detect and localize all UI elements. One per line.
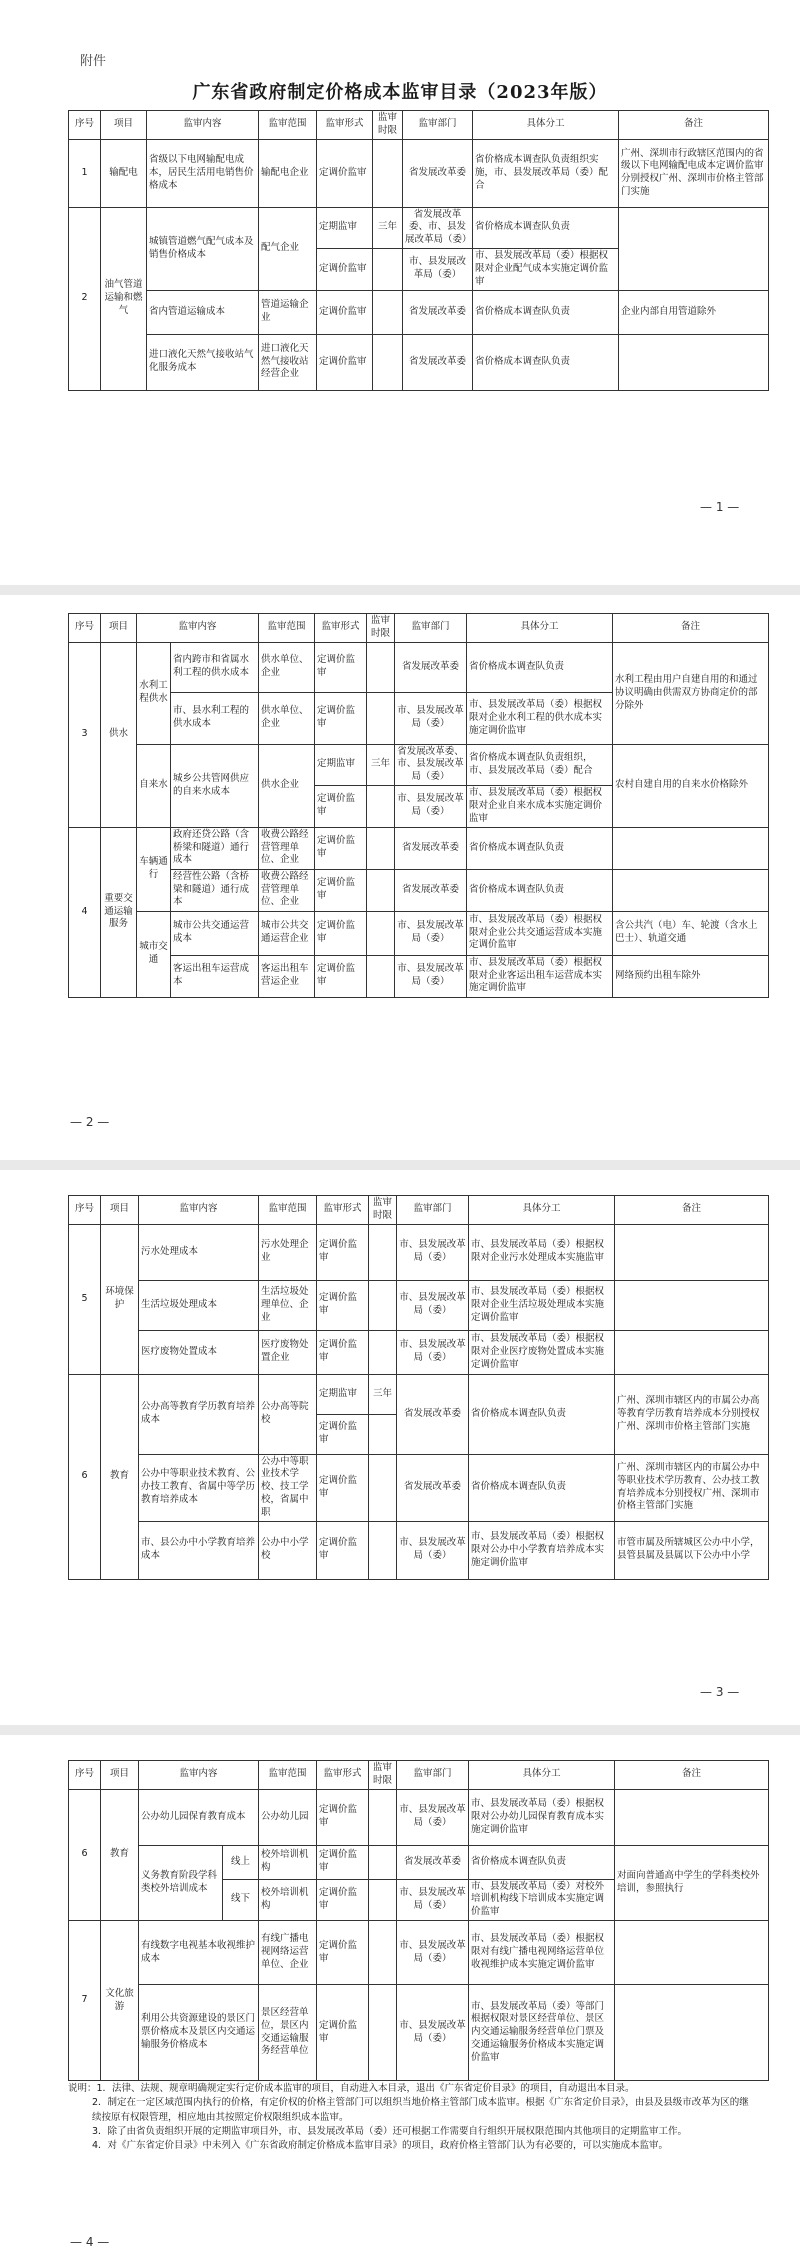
table-row: 义务教育阶段学科类校外培训成本 线上 校外培训机构 定调价监审 省发展改革委 省价格成本调查队负责 对面向普通高中学生的学科类校外培训，参照执行 — [69, 1845, 769, 1879]
table-row: 生活垃圾处理成本 生活垃圾处理单位、企业 定调价监审 市、县发展改革局（委） 市、县发展改革局（委）根据权限对企业生活垃圾处理成本实施定调价监审 — [69, 1280, 769, 1330]
header-dept: 监审部门 — [403, 111, 473, 140]
table-row: 6 教育 公办幼儿园保育教育成本 公办幼儿园 定调价监审 市、县发展改革局（委） 市、县发展改革局（委）根据权限对公办幼儿园保育教育成本实施定调价监审 — [69, 1789, 769, 1845]
page-4 — [0, 1740, 800, 2264]
header-no: 序号 — [69, 111, 101, 140]
table-header-row — [69, 111, 769, 140]
page-2 — [0, 595, 800, 1170]
table-row: 利用公共资源建设的景区门票价格成本及景区内交通运输服务价格成本 景区经营单位，景区内交通运输服务经营单位 定调价监审 市、县发展改革局（委） 市、县发展改革局（委）等部门根据权限对景区经营单位、景区内交通运输服务经营单位门票及交通运输服务价格成本实施定调价监审 — [69, 1985, 769, 2081]
table-row: 经营性公路（含桥梁和隧道）通行成本 收费公路经营管理单位、企业 定调价监审 省发展改革委 省价格成本调查队负责 — [69, 869, 769, 911]
catalog-table-page-1 — [68, 110, 769, 391]
catalog-table-page-2 — [68, 613, 769, 998]
table-row: 市、县水利工程的供水成本 供水单位、企业 定调价监审 市、县发展改革局（委） 市、县发展改革局（委）根据权限对企业水利工程的供水成本实施定调价监审 — [69, 692, 769, 744]
document-title: 广东省政府制定价格成本监审目录（2023年版） — [192, 82, 608, 103]
header-item: 项目 — [101, 111, 147, 140]
table-row: 5 环境保护 污水处理成本 污水处理企业 定调价监审 市、县发展改革局（委） 市、县发展改革局（委）根据权限对企业污水处理成本实施监审 — [69, 1224, 769, 1280]
table-row: 线下 校外培训机构 定调价监审 市、县发展改革局（委） 市、县发展改革局（委）对校外培训机构线下培训成本实施定调价监审 — [69, 1879, 769, 1920]
table-row: 客运出租车运营成本 客运出租车营运企业 定调价监审 市、县发展改革局（委） 市、县发展改革局（委）根据权限对企业客运出租车运营成本实施定调价监审 网络预约出租车除外 — [69, 955, 769, 997]
note-4: 4．对《广东省定价目录》中未列入《广东省政府制定价格成本监审目录》的项目，政府价格主管部门认为有必要的，可以实施成本监审。 — [92, 2140, 669, 2151]
attachment-label: 附件 — [80, 54, 107, 69]
page-number: — 1 — — [700, 500, 740, 514]
catalog-table-page-3 — [68, 1195, 769, 1580]
note-3: 3．除了由省负责组织开展的定期监审项目外，市、县发展改革局（委）还可根据工作需要自行组织开展权限范围内其他项目的定期监审工作。 — [92, 2125, 688, 2137]
header-form: 监审形式 — [317, 111, 373, 140]
table-row: 进口液化天然气接收站气化服务成本 进口液化天然气接收站经营企业 定调价监审 省发展改革委 省价格成本调查队负责 — [69, 334, 769, 390]
table-row: 自来水 城乡公共管网供应的自来水成本 供水企业 定期监审 三年 省发展改革委、市、县发展改革局（委） 省价格成本调查队负责组织，市、县发展改革局（委）配合 农村自建自用的自来水价格除外 — [69, 744, 769, 785]
table-row: 2 油气管道运输和燃气 城镇管道燃气配气成本及销售价格成本 配气企业 定期监审 三年 省发展改革委、市、县发展改革局（委） 省价格成本调查队负责 — [69, 207, 769, 248]
table-row: 定调价监审 市、县发展改革局（委） 市、县发展改革局（委）根据权限对企业配气成本实施定调价监审 — [69, 249, 769, 290]
header-note: 备注 — [619, 111, 769, 140]
page-number: — 4 — — [70, 2235, 110, 2249]
table-row: 公办中等职业技术教育、公办技工教育、省属中等学历教育培养成本 公办中等职业技术学校、技工学校，省属中职 定调价监审 省发展改革委 省价格成本调查队负责 广州、深圳市辖区内的市属公办中等职业技术学历教育、公办技工教育培养成本分别授权广州、深圳市价格主管部门实施 — [69, 1454, 769, 1521]
header-content: 监审内容 — [147, 111, 259, 140]
catalog-table-page-4 — [68, 1760, 769, 2081]
page-1 — [0, 0, 800, 545]
table-row: 医疗废物处置成本 医疗废物处置企业 定调价监审 市、县发展改革局（委） 市、县发展改革局（委）根据权限对企业医疗废物处置成本实施定调价监审 — [69, 1330, 769, 1374]
table-header-row: 序号 项目 监审内容 监审范围 监审形式 监审时限 监审部门 具体分工 备注 — [69, 614, 769, 643]
table-row: 3 供水 水利工程供水 省内跨市和省属水利工程的供水成本 供水单位、企业 定调价监审 省发展改革委 省价格成本调查队负责 水利工程由用户自建自用的和通过协议明确由供需双方协商定价的部分除外 — [69, 642, 769, 692]
notes-section — [68, 2082, 758, 2153]
page-gap — [0, 585, 800, 595]
table-row: 6 教育 公办高等教育学历教育培养成本 公办高等院校 定期监审 三年 省发展改革委 省价格成本调查队负责 广州、深圳市辖区内的市属公办高等教育学历教育培养成本分别授权广州、深圳市价格主管部门实施 — [69, 1374, 769, 1414]
header-time: 监审时限 — [373, 111, 403, 140]
table-row: 4 重要交通运输服务 车辆通行 政府还贷公路（含桥梁和隧道）通行成本 收费公路经营管理单位、企业 定调价监审 省发展改革委 省价格成本调查队负责 — [69, 827, 769, 869]
table-row: 1 输配电 省级以下电网输配电成本，居民生活用电销售价格成本 输配电企业 定调价监审 省发展改革委 省价格成本调查队负责组织实施，市、县发展改革局（委）配合 广州、深圳市行政辖区范围内的省级以下电网输配电成本定调价监审分别授权广州、深圳市价格主管部门实施 — [69, 139, 769, 207]
page-number: — 3 — — [700, 1685, 740, 1699]
header-division: 具体分工 — [473, 111, 619, 140]
table-row: 定调价监审 市、县发展改革局（委） 市、县发展改革局（委）根据权限对企业自来水成本实施定调价监审 — [69, 786, 769, 827]
table-header-row: 序号 项目 监审内容 监审范围 监审形式 监审时限 监审部门 具体分工 备注 — [69, 1196, 769, 1225]
page-gap — [0, 1160, 800, 1170]
page-number: — 2 — — [70, 1115, 110, 1129]
table-row: 市、县公办中小学教育培养成本 公办中小学校 定调价监审 市、县发展改革局（委） 市、县发展改革局（委）根据权限对公办中小学教育培养成本实施定调价监审 市管市属及所辖城区公办中小学，县管县属及县属以下公办中小学 — [69, 1521, 769, 1579]
table-row: 省内管道运输成本 管道运输企业 定调价监审 省发展改革委 省价格成本调查队负责 企业内部自用管道除外 — [69, 290, 769, 334]
table-header-row: 序号 项目 监审内容 监审范围 监审形式 监审时限 监审部门 具体分工 备注 — [69, 1761, 769, 1790]
note-1: 说明：1．法律、法规、规章明确规定实行定价成本监审的项目，自动进入本目录，退出《广东省定价目录》的项目，自动退出本目录。 — [68, 2083, 635, 2094]
table-row: 7 文化旅游 有线数字电视基本收视维护成本 有线广播电视网络运营单位、企业 定调价监审 市、县发展改革局（委） 市、县发展改革局（委）根据权限对有线广播电视网络运营单位收视维护成本实施定调价监审 — [69, 1921, 769, 1985]
table-row: 城市交通 城市公共交通运营成本 城市公共交通运营企业 定调价监审 市、县发展改革局（委） 市、县发展改革局（委）根据权限对企业公共交通运营成本实施定调价监审 含公共汽（电）车、轮渡（含水上巴士）、轨道交通 — [69, 911, 769, 955]
header-scope: 监审范围 — [259, 111, 317, 140]
note-2: 2．制定在一定区域范围内执行的价格，有定价权的价格主管部门可以组织当地价格主管部门成本监审。根据《广东省定价目录》，由县及县级市改革为区的继续按原有权限管理，相应地由其按照定价权限组织成本监审。 — [92, 2097, 749, 2123]
page-gap — [0, 1725, 800, 1735]
page-3 — [0, 1175, 800, 1735]
table-row: 定调价监审 — [69, 1414, 769, 1454]
